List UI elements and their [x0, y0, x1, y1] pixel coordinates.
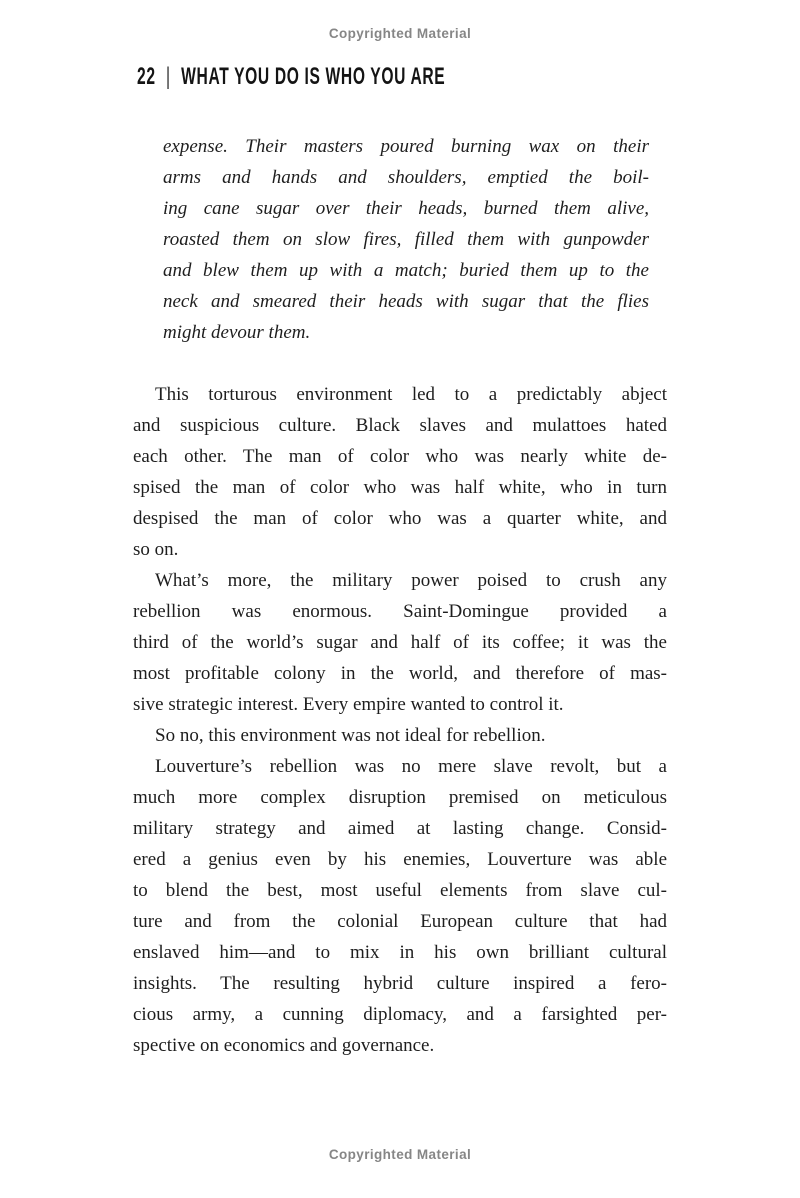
- text-line: enslaved him—and to mix in his own brilliant cultural: [133, 942, 667, 963]
- text-line: So no, this environment was not ideal for rebellion.: [155, 725, 546, 746]
- block-quote: [163, 131, 649, 348]
- paragraph-2: [133, 565, 667, 720]
- text-line: much more complex disruption premised on meticulous: [133, 787, 667, 808]
- text-line: rebellion was enormous. Saint-Domingue provided a: [133, 601, 667, 622]
- text-line: Louverture’s rebellion was no mere slave revolt, but a: [155, 756, 667, 777]
- text-line: What’s more, the military power poised to crush any: [155, 570, 667, 591]
- text-line: neck and smeared their heads with sugar that the flies: [163, 291, 649, 312]
- page-number: 22: [137, 63, 156, 90]
- text-line: ered a genius even by his enemies, Louverture was able: [133, 849, 667, 870]
- text-line: despised the man of color who was a quarter white, and: [133, 508, 667, 529]
- body-text: [133, 379, 667, 1061]
- text-line: ture and from the colonial European culture that had: [133, 911, 667, 932]
- page-header: [137, 63, 445, 91]
- text-line: each other. The man of color who was nearly white de-: [133, 446, 667, 467]
- copyright-notice-bottom: Copyrighted Material: [328, 1147, 472, 1162]
- paragraph-3: [133, 720, 667, 751]
- text-line: and blew them up with a match; buried them up to the: [163, 260, 649, 281]
- paragraph-1: [133, 379, 667, 565]
- paragraph-4: [133, 751, 667, 1061]
- text-line: ing cane sugar over their heads, burned them alive,: [163, 198, 649, 219]
- text-line: sive strategic interest. Every empire wanted to control it.: [133, 694, 564, 715]
- text-line: so on.: [133, 539, 179, 560]
- text-line: expense. Their masters poured burning wax on their: [163, 136, 649, 157]
- header-separator: |: [166, 63, 171, 90]
- text-line: cious army, a cunning diplomacy, and a farsighted per-: [133, 1004, 667, 1025]
- text-line: might devour them.: [163, 322, 311, 343]
- text-line: third of the world’s sugar and half of its coffee; it was the: [133, 632, 667, 653]
- text-line: most profitable colony in the world, and therefore of mas-: [133, 663, 667, 684]
- text-line: spective on economics and governance.: [133, 1035, 435, 1056]
- copyright-notice-top: Copyrighted Material: [328, 26, 472, 41]
- running-title: WHAT YOU DO IS WHO YOU ARE: [181, 63, 446, 90]
- text-line: roasted them on slow fires, filled them with gunpowder: [163, 229, 649, 250]
- text-line: spised the man of color who was half white, who in turn: [133, 477, 667, 498]
- text-line: This torturous environment led to a predictably abject: [155, 384, 667, 405]
- text-line: to blend the best, most useful elements from slave cul-: [133, 880, 667, 901]
- text-line: insights. The resulting hybrid culture inspired a fero-: [133, 973, 667, 994]
- text-line: military strategy and aimed at lasting change. Consid-: [133, 818, 667, 839]
- text-line: and suspicious culture. Black slaves and mulattoes hated: [133, 415, 667, 436]
- text-line: arms and hands and shoulders, emptied the boil-: [163, 167, 649, 188]
